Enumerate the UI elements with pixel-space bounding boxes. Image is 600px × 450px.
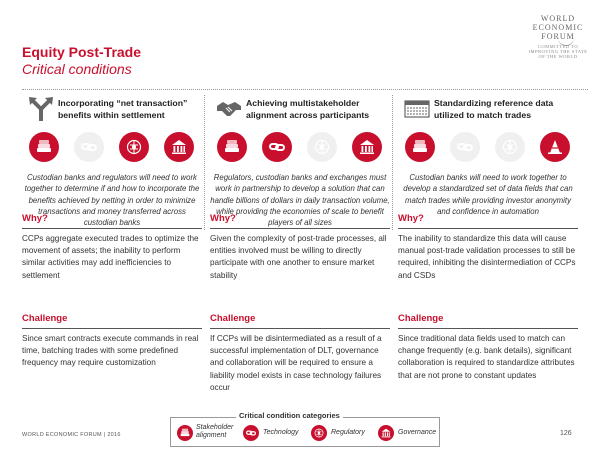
page-title: Equity Post-Trade bbox=[22, 44, 142, 60]
legend-governance-label: Governance bbox=[398, 429, 437, 436]
logo-line-3: FORUM bbox=[541, 32, 575, 41]
logo-line-2: ECONOMIC bbox=[532, 23, 584, 32]
challenge-label: Challenge bbox=[210, 313, 256, 324]
logo-tagline-1: COMMITTED TO bbox=[537, 44, 579, 49]
why-label: Why? bbox=[22, 213, 48, 224]
why-label: Why? bbox=[210, 213, 236, 224]
challenge-section bbox=[22, 313, 202, 370]
section-rule bbox=[398, 328, 578, 329]
section-rule bbox=[210, 228, 390, 229]
challenge-text: If CCPs will be disintermediated as a result of a successful implementation of DLT, governance and collaboration will be required to ensure a liability model exists in case technology failures occur bbox=[210, 334, 382, 392]
governance-category-icon bbox=[540, 132, 570, 162]
challenge-section bbox=[398, 313, 578, 382]
governance-category-icon bbox=[164, 132, 194, 162]
category-icons bbox=[398, 132, 578, 162]
section-rule bbox=[22, 328, 202, 329]
column-title bbox=[434, 97, 582, 121]
stakeholder-category-icon bbox=[405, 132, 435, 162]
condition-column-2 bbox=[210, 92, 390, 392]
handshake-icon bbox=[216, 96, 242, 122]
column-title bbox=[58, 97, 206, 121]
column-title-line-2: alignment across participants bbox=[246, 110, 370, 120]
column-header bbox=[398, 92, 578, 132]
page-subtitle: Critical conditions bbox=[22, 61, 132, 77]
category-icons bbox=[210, 132, 390, 162]
regulatory-category-icon bbox=[495, 132, 525, 162]
challenge-section bbox=[210, 313, 390, 394]
challenge-text: Since traditional data fields used to match can change frequently (e.g. bank details), significant collaboration is required to standardize attributes that are not prone to constant updates bbox=[398, 334, 575, 380]
condition-column-1 bbox=[22, 92, 202, 368]
footer-text: WORLD ECONOMIC FORUM | 2016 bbox=[22, 432, 121, 438]
technology-category-icon bbox=[450, 132, 480, 162]
section-rule bbox=[210, 328, 390, 329]
regulatory-category-icon bbox=[307, 132, 337, 162]
condition-column-3 bbox=[398, 92, 578, 380]
top-divider bbox=[22, 89, 588, 90]
section-rule bbox=[398, 228, 578, 229]
data-table-icon bbox=[404, 96, 430, 122]
why-section bbox=[22, 213, 202, 282]
logo-tagline-2: IMPROVING THE STATE bbox=[528, 49, 588, 54]
regulatory-legend-icon bbox=[311, 425, 327, 441]
challenge-label: Challenge bbox=[398, 313, 444, 324]
legend-stakeholder-label bbox=[196, 424, 233, 440]
column-header bbox=[210, 92, 390, 132]
condition-description: Regulators, custodian banks and exchanges must work in partnership to develop a solution that can handle billions of dollars in daily transaction volume, while providing the economies of scale to benefit players of all sizes bbox=[210, 173, 390, 228]
page-number: 126 bbox=[560, 430, 572, 437]
stakeholder-category-icon bbox=[29, 132, 59, 162]
column-title-line-2: utilized to match trades bbox=[434, 110, 532, 120]
technology-category-icon bbox=[74, 132, 104, 162]
category-legend bbox=[170, 417, 440, 447]
why-label: Why? bbox=[398, 213, 424, 224]
stakeholder-legend-icon bbox=[177, 425, 193, 441]
legend-stakeholder-line-2: alignment bbox=[196, 432, 227, 439]
column-title-line-1: Incorporating “net transaction” bbox=[58, 98, 188, 108]
governance-category-icon bbox=[352, 132, 382, 162]
technology-legend-icon bbox=[243, 425, 259, 441]
logo-tagline-3: OF THE WORLD bbox=[538, 54, 578, 59]
why-section bbox=[398, 213, 578, 282]
column-title-line-1: Standardizing reference data bbox=[434, 98, 554, 108]
column-header bbox=[22, 92, 202, 132]
regulatory-category-icon bbox=[119, 132, 149, 162]
legend-regulatory-label: Regulatory bbox=[331, 429, 365, 436]
why-section bbox=[210, 213, 390, 282]
column-title bbox=[246, 97, 394, 121]
condition-description: Custodian banks will need to work together to develop a standardized set of data fields that can match trades while providing investor anonymity and confidence in automation bbox=[403, 173, 573, 216]
why-text: Given the complexity of post-trade processes, all entities involved must be willing to directly participate with one another to ensure market stability bbox=[210, 234, 387, 280]
split-arrows-icon bbox=[28, 96, 54, 122]
category-icons bbox=[22, 132, 202, 162]
logo-line-1: WORLD bbox=[540, 14, 576, 23]
section-rule bbox=[22, 228, 202, 229]
column-title-line-1: Achieving multistakeholder bbox=[246, 98, 360, 108]
column-title-line-2: benefits within settlement bbox=[58, 110, 165, 120]
legend-technology-label: Technology bbox=[263, 429, 299, 436]
governance-legend-icon bbox=[378, 425, 394, 441]
technology-category-icon bbox=[262, 132, 292, 162]
legend-stakeholder-line-1: Stakeholder bbox=[196, 424, 234, 431]
legend-title: Critical condition categories bbox=[236, 411, 343, 420]
condition-description: Custodian banks and regulators will need to work together to determine if and how to incorporate the benefits achieved by netting in order to minimize transactions and money transferred across custodian banks bbox=[24, 173, 200, 228]
stakeholder-category-icon bbox=[217, 132, 247, 162]
challenge-text: Since smart contracts execute commands in real time, batching trades with some predefined frequency may require customization bbox=[22, 334, 199, 368]
why-text: CCPs aggregate executed trades to optimize the movement of assets; the inability to perform similar activities may add inefficiencies to settlement bbox=[22, 234, 199, 280]
challenge-label: Challenge bbox=[22, 313, 68, 324]
wef-logo bbox=[528, 14, 588, 59]
why-text: The inability to standardize this data will cause manual post-trade validation processes to still be required, inhibiting the disintermediation of CCPs and CSDs bbox=[398, 234, 576, 280]
